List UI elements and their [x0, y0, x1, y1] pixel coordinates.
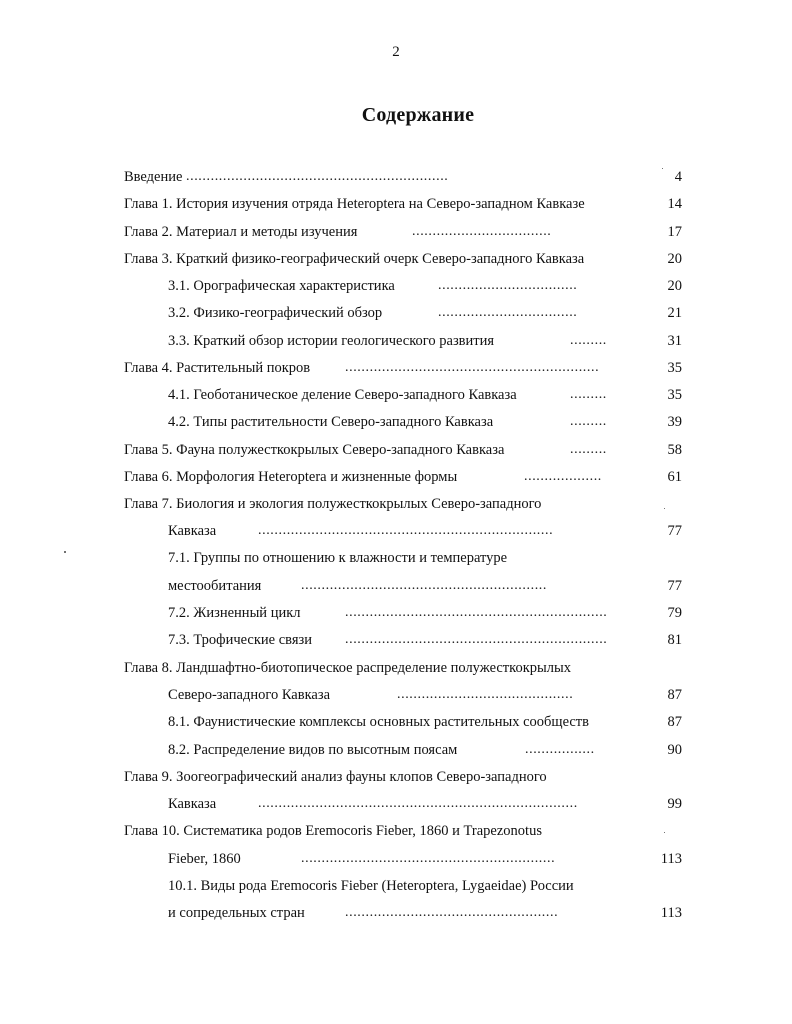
toc-leader-dots: ...................	[524, 469, 602, 484]
toc-entry-text: местообитания	[168, 578, 262, 594]
toc-entry-text: Глава 1. История изучения отряда Heteroptera на Северо-западном Кавказе	[124, 196, 585, 212]
toc-entry-text: Глава 7. Биология и экология полужесткокрылых Северо-западного	[124, 496, 542, 512]
page-number: 2	[392, 44, 400, 60]
toc-leader-dots: ................................................................	[345, 632, 608, 647]
toc-leader-dots: .........	[570, 442, 607, 457]
toc-page-number: 17	[667, 224, 682, 240]
toc-page-number: 113	[660, 851, 682, 867]
toc-page-number: 14	[667, 196, 682, 212]
toc-page-number: 77	[667, 523, 682, 539]
toc-entry-text: Введение	[124, 169, 183, 185]
toc-leader-dots: .........	[570, 333, 607, 348]
toc-entry-text: Северо-западного Кавказа	[168, 687, 331, 703]
toc-page-number: 87	[667, 714, 682, 730]
toc-page-number: 99	[667, 796, 682, 812]
toc-entry-text: 3.1. Орографическая характеристика	[168, 278, 395, 294]
toc-page-number: 90	[667, 742, 682, 758]
toc-leader-dots: ..............................................................	[301, 851, 556, 866]
toc-entry-text: Fieber, 1860	[168, 851, 241, 867]
toc-entry-text: Глава 8. Ландшафтно-биотопическое распределение полужесткокрылых	[124, 660, 571, 676]
toc-leader-dots: ..................................	[438, 278, 578, 293]
toc-leader-dots: ..................................	[412, 224, 552, 239]
toc-entry-text: 3.3. Краткий обзор истории геологического развития	[168, 333, 495, 349]
toc-leader-dots: ..............................................................	[345, 360, 600, 375]
toc-page-number: 39	[667, 414, 682, 430]
toc-page-number: 87	[667, 687, 682, 703]
toc-page-number: 31	[667, 333, 682, 349]
toc-page-number: 81	[667, 632, 682, 648]
toc-entry-text: 4.1. Геоботаническое деление Северо-западного Кавказа	[168, 387, 517, 403]
toc-leader-dots: ................................................................	[186, 169, 449, 184]
toc-entry-text: 4.2. Типы растительности Северо-западного Кавказа	[168, 414, 494, 430]
toc-entry-text: Глава 4. Растительный покров	[124, 360, 311, 376]
toc-entry-text: Глава 10. Систематика родов Eremocoris Fieber, 1860 и Trapezonotus	[124, 823, 542, 839]
toc-entry-text: 8.2. Распределение видов по высотным поясам	[168, 742, 458, 758]
toc-leader-dots: .................	[525, 742, 595, 757]
scan-speck	[662, 168, 663, 169]
toc-leader-dots: ........................................................................	[258, 523, 554, 538]
toc-entry-text: Глава 2. Материал и методы изучения	[124, 224, 358, 240]
toc-leader-dots: ............................................................	[301, 578, 547, 593]
toc-entry-text: 10.1. Виды рода Eremocoris Fieber (Heteroptera, Lygaeidae) России	[168, 878, 574, 894]
toc-leader-dots: ....................................................	[345, 905, 559, 920]
toc-page-number: 20	[667, 251, 682, 267]
toc-leader-dots: ................................................................	[345, 605, 608, 620]
toc-entry-text: и сопредельных стран	[168, 905, 305, 921]
toc-entry-text: 7.1. Группы по отношению к влажности и температуре	[168, 550, 508, 566]
toc-leader-dots: ..................................	[438, 305, 578, 320]
toc-leader-dots: ..............................................................................	[258, 796, 578, 811]
toc-page-number: 79	[667, 605, 682, 621]
toc-leader-dots: .........	[570, 414, 607, 429]
toc-page-number: 4	[674, 169, 682, 185]
toc-leader-dots: .........	[570, 387, 607, 402]
toc-entry-text: Глава 3. Краткий физико-географический очерк Северо-западного Кавказа	[124, 251, 585, 267]
toc-page-number: 35	[667, 360, 682, 376]
scan-speck	[664, 832, 665, 833]
toc-page-number: 21	[667, 305, 682, 321]
toc-entry-text: 3.2. Физико-географический обзор	[168, 305, 383, 321]
toc-entry-text: Кавказа	[168, 523, 217, 539]
toc-page-number: 77	[667, 578, 682, 594]
scan-speck	[64, 551, 66, 553]
toc-leader-dots: ...........................................	[397, 687, 574, 702]
toc-page-number: 61	[667, 469, 682, 485]
toc-entry-text: Глава 6. Морфология Heteroptera и жизненные формы	[124, 469, 458, 485]
toc-page-number: 58	[667, 442, 682, 458]
scan-speck	[664, 508, 665, 509]
toc-entry-text: 7.2. Жизненный цикл	[168, 605, 301, 621]
toc-entry-text: Кавказа	[168, 796, 217, 812]
toc-entry-text: Глава 5. Фауна полужесткокрылых Северо-западного Кавказа	[124, 442, 505, 458]
toc-page-number: 20	[667, 278, 682, 294]
toc-entry-text: 8.1. Фаунистические комплексы основных растительных сообществ	[168, 714, 589, 730]
toc-page-number: 35	[667, 387, 682, 403]
toc-entry-text: 7.3. Трофические связи	[168, 632, 312, 648]
toc-entry-text: Глава 9. Зоогеографический анализ фауны клопов Северо-западного	[124, 769, 547, 785]
toc-page-number: 113	[660, 905, 682, 921]
page-title: Содержание	[361, 104, 475, 126]
